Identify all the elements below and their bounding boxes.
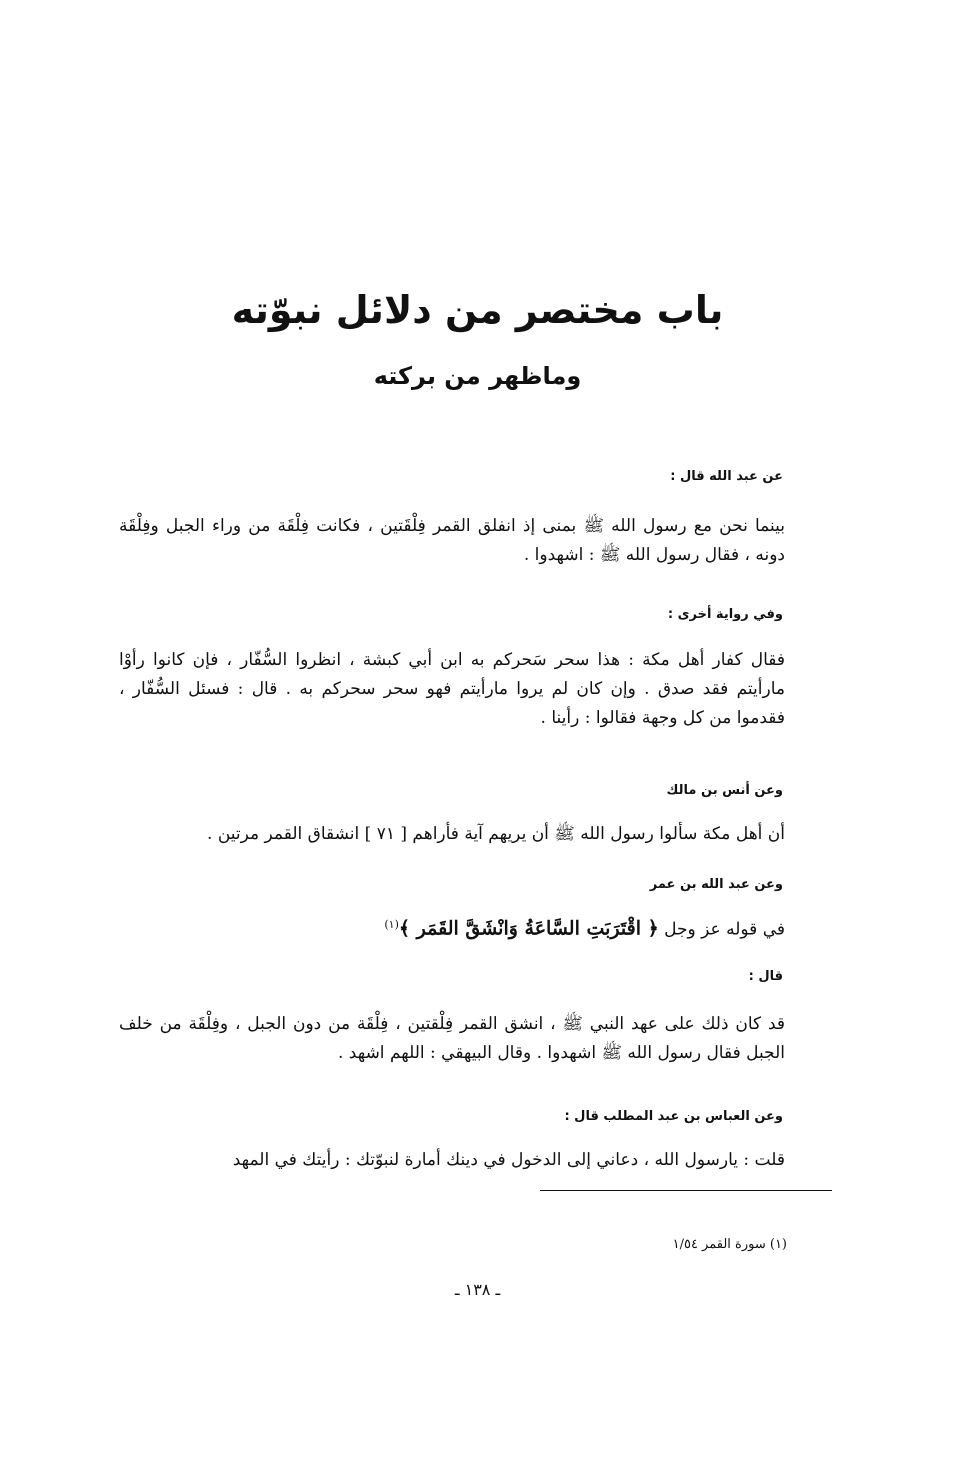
section-paragraph: قد كان ذلك على عهد النبي ﷺ ، انشق القمر فِلْقتين ، فِلْقَة من دون الجبل ، وفِلْقَة من خلف الجبل فقال رسول الله ﷺ اشهدوا . وقال البيهقي : اللهم اشهد . <box>119 1014 785 1063</box>
section-heading: قال : <box>748 969 783 984</box>
verse-intro: في قوله عز وجل <box>664 919 785 940</box>
footnote-divider <box>540 1190 832 1191</box>
section-paragraph: فقال كفار أهل مكة : هذا سحر سَحركم به ابن أبي كبشة ، انظروا السُّفّار ، فإن كانوا رأوْا مارأيتم فقد صدق . وإن كان لم يروا مارأيتم فهو سحر سحركم به . قال : فسئل السُّفّار ، فقدموا من كل وجهة فقالوا : رأينا . <box>119 650 785 728</box>
section-heading: وعن أنس بن مالك <box>666 783 783 798</box>
section-paragraph: بينما نحن مع رسول الله ﷺ بمنى إذ انفلق القمر فِلْقَتين ، فكانت فِلْقَة من وراء الجبل وفِلْقَة دونه ، فقال رسول الله ﷺ : اشهدوا . <box>119 516 785 565</box>
footnote: (١) سورة القمر ١/٥٤ <box>672 1237 787 1252</box>
section-heading: وفي رواية أخرى : <box>667 607 783 622</box>
footnote-ref: (١) <box>384 918 399 931</box>
chapter-title: باب مختصر من دلائل نبوّته <box>231 288 724 332</box>
quran-verse: ﴿ اقْتَرَبَتِ السَّاعَةُ وَانْشَقَّ القَمَر ﴾ <box>398 917 659 940</box>
section-heading: عن عبد الله قال : <box>670 469 783 484</box>
section-paragraph: قلت : يارسول الله ، دعاني إلى الدخول في دينك أمارة لنبوّتك : رأيتك في المهد <box>232 1150 785 1170</box>
section-heading: وعن العباس بن عبد المطلب قال : <box>564 1109 783 1124</box>
verse-paragraph <box>119 910 785 945</box>
page-number: ـ ١٣٨ ـ <box>454 1280 501 1299</box>
section-heading: وعن عبد الله بن عمر <box>649 877 783 892</box>
chapter-subtitle: وماظهر من بركته <box>373 362 582 390</box>
section-paragraph: أن أهل مكة سألوا رسول الله ﷺ أن يريهم آية فأراهم [ ٧١ ] انشقاق القمر مرتين . <box>207 824 785 844</box>
